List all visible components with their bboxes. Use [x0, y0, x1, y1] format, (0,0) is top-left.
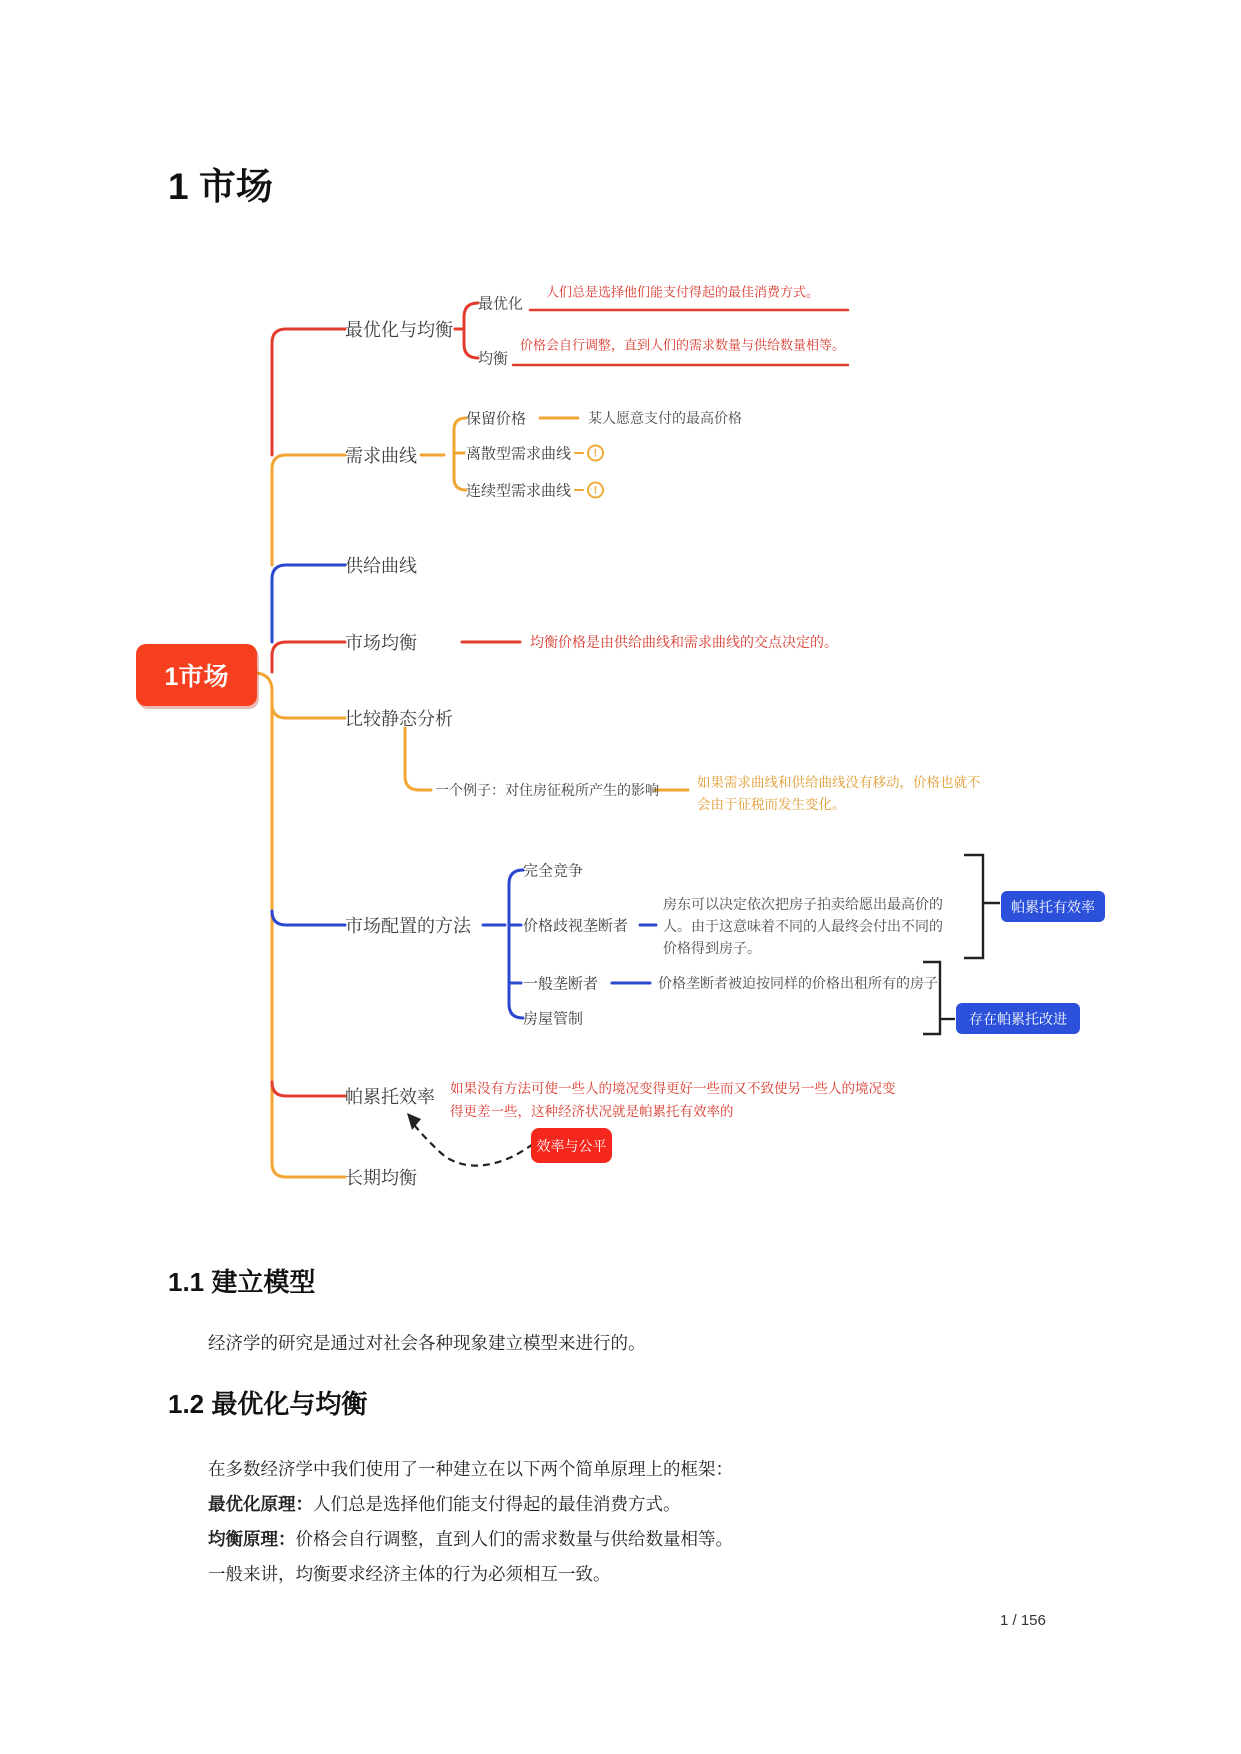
callout-pareto-improvement: 存在帕累托改进 — [956, 1003, 1080, 1034]
callout-efficiency-fairness: 效率与公平 — [531, 1128, 612, 1163]
branch-optimization-equilibrium: 最优化与均衡 — [345, 320, 453, 340]
line-text: 人们总是选择他们能支付得起的最佳消费方式。 — [313, 1494, 681, 1514]
branch-long-run-equilibrium: 长期均衡 — [345, 1168, 417, 1188]
note-ordinary-monopolist: 价格垄断者被迫按同样的价格出租所有的房子 — [658, 975, 938, 991]
branch-pareto-efficiency: 帕累托效率 — [345, 1087, 435, 1107]
branch-comparative-statics: 比较静态分析 — [345, 709, 453, 729]
callout-pareto-efficient: 帕累托有效率 — [1001, 891, 1105, 922]
line-text: 在多数经济学中我们使用了一种建立在以下两个简单原理上的框架： — [208, 1459, 733, 1479]
node-perfect-competition: 完全竞争 — [523, 862, 584, 880]
line-text: 价格会自行调整，直到人们的需求数量与供给数量相等。 — [295, 1529, 733, 1549]
note-market-equilibrium: 均衡价格是由供给曲线和需求曲线的交点决定的。 — [530, 634, 838, 650]
section-heading-1-1: 1.1 建立模型 — [168, 1267, 316, 1297]
page-number: 1 / 156 — [1000, 1612, 1046, 1629]
node-housing-tax-example: 一个例子：对住房征税所产生的影响 — [435, 782, 659, 798]
branch-demand-curve: 需求曲线 — [345, 446, 417, 466]
node-ordinary-monopolist: 一般垄断者 — [523, 975, 599, 993]
node-optimization-principle: 最优化 — [478, 295, 524, 313]
branch-allocation-methods: 市场配置的方法 — [345, 916, 471, 936]
allocation-branch-lines — [483, 870, 656, 1018]
branch-supply-curve: 供给曲线 — [345, 556, 417, 576]
line-text: 一般来讲，均衡要求经济主体的行为必须相互一致。 — [208, 1564, 611, 1584]
paragraph-line — [208, 1557, 733, 1592]
node-rent-control: 房屋管制 — [523, 1010, 584, 1028]
node-discriminating-monopolist: 价格歧视垄断者 — [523, 917, 629, 935]
warning-icon: ! — [587, 445, 604, 462]
paragraph-line — [208, 1487, 733, 1522]
node-equilibrium-principle: 均衡 — [478, 350, 509, 368]
note-reservation-price: 某人愿意支付的最高价格 — [588, 410, 742, 426]
warning-icon: ! — [587, 482, 604, 499]
line-bold-prefix: 均衡原理： — [208, 1529, 296, 1549]
node-discrete-demand-curve: 离散型需求曲线 — [466, 445, 572, 463]
branch-market-equilibrium: 市场均衡 — [345, 633, 417, 653]
paragraph-line — [208, 1452, 733, 1487]
note-equilibrium-principle: 价格会自行调整，直到人们的需求数量与供给数量相等。 — [520, 337, 846, 353]
mindmap-root-node: 1市场 — [136, 644, 257, 706]
spine-lines — [257, 329, 345, 1177]
section-body-1-2 — [208, 1452, 733, 1592]
line-bold-prefix: 最优化原理： — [208, 1494, 313, 1514]
node-continuous-demand-curve: 连续型需求曲线 — [466, 482, 572, 500]
section-heading-1-2: 1.2 最优化与均衡 — [168, 1389, 368, 1419]
paragraph-line — [208, 1522, 733, 1557]
node-reservation-price: 保留价格 — [466, 410, 527, 428]
page-title: 1 市场 — [168, 166, 273, 207]
note-discriminating-monopolist: 房东可以决定依次把房子拍卖给愿出最高价的人。由于这意味着不同的人最终会付出不同的价格得到房子。 — [663, 896, 943, 956]
note-pareto-efficiency: 如果没有方法可使一些人的境况变得更好一些而又不致使另一些人的境况变得更差一些，这种经济状况就是帕累托有效率的 — [450, 1081, 896, 1119]
section-body-1-1: 经济学的研究是通过对社会各种现象建立模型来进行的。 — [208, 1333, 646, 1353]
note-housing-tax-example: 如果需求曲线和供给曲线没有移动，价格也就不会由于征税而发生变化。 — [697, 775, 981, 812]
note-optimization-principle: 人们总是选择他们能支付得起的最佳消费方式。 — [546, 284, 820, 300]
